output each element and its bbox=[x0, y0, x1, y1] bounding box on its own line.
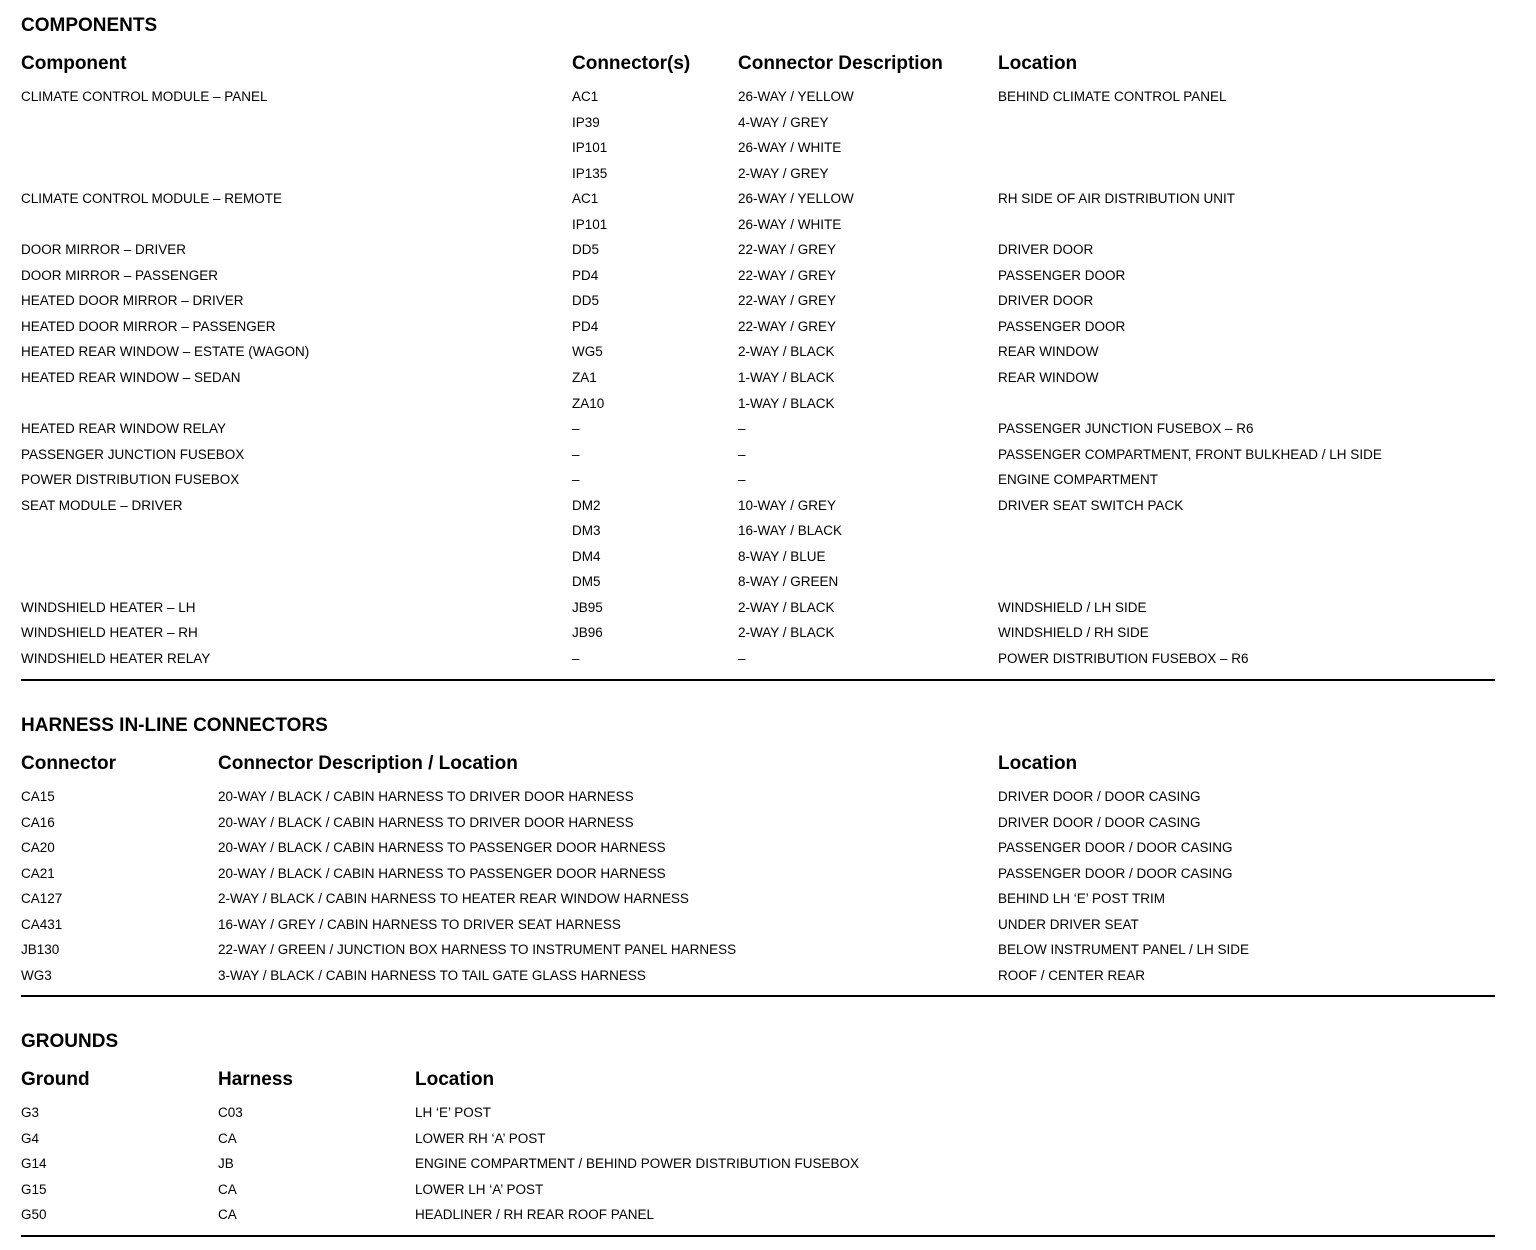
connector-cell: CA21 bbox=[21, 865, 55, 881]
connector-description-cell: 20-WAY / BLACK / CABIN HARNESS TO DRIVER DOOR HARNESS bbox=[218, 789, 634, 804]
harness-cell: CA bbox=[218, 1207, 237, 1223]
table-row bbox=[21, 600, 1495, 626]
connector-cell: CA127 bbox=[21, 891, 63, 907]
component-cell: HEATED REAR WINDOW – SEDAN bbox=[21, 370, 241, 386]
location-cell: DRIVER DOOR / DOOR CASING bbox=[998, 789, 1201, 804]
harness-section-title: HARNESS IN-LINE CONNECTORS bbox=[21, 715, 328, 736]
location-cell: WINDSHIELD / RH SIDE bbox=[998, 625, 1149, 641]
location-cell: LH ‘E’ POST bbox=[415, 1105, 492, 1120]
connector-description-cell: 16-WAY / GREY / CABIN HARNESS TO DRIVER SEAT HARNESS bbox=[218, 916, 621, 932]
connector-description-cell: 22-WAY / GREY bbox=[738, 293, 837, 309]
table-row bbox=[21, 891, 1495, 917]
table-row bbox=[21, 191, 1495, 217]
harness-header-connector: Connector bbox=[21, 753, 116, 774]
components-section-title: COMPONENTS bbox=[21, 15, 158, 36]
location-cell: BEHIND LH ‘E’ POST TRIM bbox=[998, 891, 1166, 907]
component-cell: WINDSHIELD HEATER – LH bbox=[21, 599, 196, 615]
connector-description-cell: 22-WAY / GREY bbox=[738, 242, 837, 258]
component-cell: CLIMATE CONTROL MODULE – REMOTE bbox=[21, 191, 283, 207]
location-cell: PASSENGER DOOR / DOOR CASING bbox=[998, 865, 1233, 881]
connector-cell: AC1 bbox=[572, 191, 599, 207]
component-cell: DOOR MIRROR – PASSENGER bbox=[21, 267, 219, 283]
connector-description-cell: 26-WAY / WHITE bbox=[738, 216, 842, 232]
connector-description-cell: 2-WAY / BLACK bbox=[738, 344, 835, 360]
table-row bbox=[21, 498, 1495, 524]
table-row bbox=[21, 942, 1495, 968]
location-cell: PASSENGER COMPARTMENT, FRONT BULKHEAD / LH SIDE bbox=[998, 446, 1382, 462]
location-cell: UNDER DRIVER SEAT bbox=[998, 916, 1139, 932]
location-cell: ENGINE COMPARTMENT / BEHIND POWER DISTRIBUTION FUSEBOX bbox=[415, 1156, 860, 1172]
table-row bbox=[21, 166, 1495, 192]
component-cell: HEATED REAR WINDOW RELAY bbox=[21, 421, 227, 437]
location-cell: PASSENGER DOOR bbox=[998, 267, 1126, 283]
table-row bbox=[21, 1207, 1495, 1233]
connector-cell: PD4 bbox=[572, 318, 599, 334]
location-cell: LOWER LH ‘A’ POST bbox=[415, 1181, 544, 1197]
table-row bbox=[21, 574, 1495, 600]
table-row bbox=[21, 840, 1495, 866]
components-header-location: Location bbox=[998, 53, 1078, 74]
connector-cell: – bbox=[572, 421, 580, 437]
harness-header-description: Connector Description / Location bbox=[218, 753, 518, 774]
connector-cell: WG5 bbox=[572, 344, 603, 360]
location-cell: PASSENGER DOOR bbox=[998, 318, 1126, 334]
harness-table bbox=[21, 789, 1495, 993]
location-cell: POWER DISTRIBUTION FUSEBOX – R6 bbox=[998, 651, 1249, 667]
location-cell: REAR WINDOW bbox=[998, 370, 1099, 386]
grounds-section-title: GROUNDS bbox=[21, 1031, 119, 1052]
connector-cell: CA15 bbox=[21, 789, 55, 804]
ground-cell: G14 bbox=[21, 1156, 47, 1172]
connector-description-cell: 20-WAY / BLACK / CABIN HARNESS TO PASSENGER DOOR HARNESS bbox=[218, 840, 666, 856]
section-divider bbox=[21, 995, 1495, 997]
harness-cell: JB bbox=[218, 1156, 234, 1172]
table-row bbox=[21, 319, 1495, 345]
location-cell: LOWER RH ‘A’ POST bbox=[415, 1130, 546, 1146]
table-row bbox=[21, 866, 1495, 892]
location-cell: DRIVER SEAT SWITCH PACK bbox=[998, 497, 1184, 513]
connector-cell: CA431 bbox=[21, 916, 63, 932]
table-row bbox=[21, 968, 1495, 994]
location-cell: BELOW INSTRUMENT PANEL / LH SIDE bbox=[998, 942, 1250, 958]
component-cell: SEAT MODULE – DRIVER bbox=[21, 497, 183, 513]
table-row bbox=[21, 140, 1495, 166]
table-row bbox=[21, 89, 1495, 115]
section-divider bbox=[21, 679, 1495, 681]
table-row bbox=[21, 523, 1495, 549]
connector-cell: AC1 bbox=[572, 89, 599, 104]
connector-cell: ZA1 bbox=[572, 370, 597, 386]
table-row bbox=[21, 651, 1495, 677]
table-row bbox=[21, 268, 1495, 294]
location-cell: ROOF / CENTER REAR bbox=[998, 967, 1146, 983]
connector-cell: PD4 bbox=[572, 267, 599, 283]
connector-description-cell: 2-WAY / GREY bbox=[738, 165, 829, 181]
connector-cell: DM2 bbox=[572, 497, 601, 513]
connector-cell: IP39 bbox=[572, 114, 600, 130]
connector-description-cell: – bbox=[738, 421, 746, 437]
location-cell: WINDSHIELD / LH SIDE bbox=[998, 599, 1147, 615]
harness-cell: CA bbox=[218, 1130, 237, 1146]
connector-cell: JB95 bbox=[572, 599, 603, 615]
connector-cell: JB96 bbox=[572, 625, 603, 641]
connector-cell: ZA10 bbox=[572, 395, 605, 411]
component-cell: HEATED REAR WINDOW – ESTATE (WAGON) bbox=[21, 344, 310, 360]
connector-description-cell: 26-WAY / YELLOW bbox=[738, 89, 854, 104]
connector-description-cell: 2-WAY / BLACK bbox=[738, 599, 835, 615]
connector-cell: – bbox=[572, 472, 580, 488]
connector-cell: DM3 bbox=[572, 523, 601, 539]
connector-description-cell: – bbox=[738, 651, 746, 667]
table-row bbox=[21, 421, 1495, 447]
connector-description-cell: 10-WAY / GREY bbox=[738, 497, 837, 513]
connector-cell: WG3 bbox=[21, 967, 52, 983]
table-row bbox=[21, 549, 1495, 575]
connector-description-cell: 22-WAY / GREY bbox=[738, 318, 837, 334]
connector-cell: DD5 bbox=[572, 293, 600, 309]
location-cell: BEHIND CLIMATE CONTROL PANEL bbox=[998, 89, 1227, 104]
connector-cell: IP101 bbox=[572, 216, 608, 232]
location-cell: REAR WINDOW bbox=[998, 344, 1099, 360]
table-row bbox=[21, 1156, 1495, 1182]
connector-cell: CA16 bbox=[21, 814, 55, 830]
table-row bbox=[21, 1182, 1495, 1208]
table-row bbox=[21, 1131, 1495, 1157]
grounds-header-harness: Harness bbox=[218, 1069, 293, 1090]
connector-description-cell: 1-WAY / BLACK bbox=[738, 395, 835, 411]
table-row bbox=[21, 293, 1495, 319]
table-row bbox=[21, 472, 1495, 498]
connector-description-cell: – bbox=[738, 446, 746, 462]
table-row bbox=[21, 917, 1495, 943]
harness-cell: CA bbox=[218, 1181, 237, 1197]
table-row bbox=[21, 242, 1495, 268]
ground-cell: G15 bbox=[21, 1181, 47, 1197]
components-header-component: Component bbox=[21, 53, 127, 74]
table-row bbox=[21, 625, 1495, 651]
location-cell: ENGINE COMPARTMENT bbox=[998, 472, 1159, 488]
connector-description-cell: 20-WAY / BLACK / CABIN HARNESS TO PASSENGER DOOR HARNESS bbox=[218, 865, 666, 881]
connector-cell: DM5 bbox=[572, 574, 601, 590]
location-cell: DRIVER DOOR bbox=[998, 242, 1094, 258]
connector-description-cell: – bbox=[738, 472, 746, 488]
table-row bbox=[21, 1105, 1495, 1131]
connector-description-cell: 2-WAY / BLACK / CABIN HARNESS TO HEATER REAR WINDOW HARNESS bbox=[218, 891, 689, 907]
table-row bbox=[21, 447, 1495, 473]
connector-cell: DD5 bbox=[572, 242, 600, 258]
location-cell: HEADLINER / RH REAR ROOF PANEL bbox=[415, 1207, 655, 1223]
harness-header-location: Location bbox=[998, 753, 1078, 774]
table-row bbox=[21, 815, 1495, 841]
ground-cell: G50 bbox=[21, 1207, 47, 1223]
connector-description-cell: 16-WAY / BLACK bbox=[738, 523, 843, 539]
components-header-connector-description: Connector Description bbox=[738, 53, 943, 74]
connector-description-cell: 2-WAY / BLACK bbox=[738, 625, 835, 641]
connector-cell: CA20 bbox=[21, 840, 55, 856]
component-cell: POWER DISTRIBUTION FUSEBOX bbox=[21, 472, 240, 488]
harness-cell: C03 bbox=[218, 1105, 243, 1120]
location-cell: PASSENGER DOOR / DOOR CASING bbox=[998, 840, 1233, 856]
location-cell: DRIVER DOOR / DOOR CASING bbox=[998, 814, 1201, 830]
table-row bbox=[21, 370, 1495, 396]
location-cell: RH SIDE OF AIR DISTRIBUTION UNIT bbox=[998, 191, 1236, 207]
connector-description-cell: 26-WAY / YELLOW bbox=[738, 191, 854, 207]
component-cell: DOOR MIRROR – DRIVER bbox=[21, 242, 187, 258]
component-cell: HEATED DOOR MIRROR – DRIVER bbox=[21, 293, 244, 309]
connector-cell: DM4 bbox=[572, 548, 601, 564]
component-cell: PASSENGER JUNCTION FUSEBOX bbox=[21, 446, 245, 462]
table-row bbox=[21, 789, 1495, 815]
component-cell: WINDSHIELD HEATER RELAY bbox=[21, 651, 211, 667]
connector-description-cell: 22-WAY / GREEN / JUNCTION BOX HARNESS TO INSTRUMENT PANEL HARNESS bbox=[218, 942, 737, 958]
connector-cell: JB130 bbox=[21, 942, 60, 958]
grounds-header-location: Location bbox=[415, 1069, 495, 1090]
section-divider bbox=[21, 1235, 1495, 1237]
connector-description-cell: 20-WAY / BLACK / CABIN HARNESS TO DRIVER DOOR HARNESS bbox=[218, 814, 634, 830]
connector-description-cell: 4-WAY / GREY bbox=[738, 114, 829, 130]
table-row bbox=[21, 115, 1495, 141]
connector-cell: – bbox=[572, 446, 580, 462]
connector-description-cell: 1-WAY / BLACK bbox=[738, 370, 835, 386]
components-table bbox=[21, 89, 1495, 677]
table-row bbox=[21, 396, 1495, 422]
connector-cell: – bbox=[572, 651, 580, 667]
component-cell: CLIMATE CONTROL MODULE – PANEL bbox=[21, 89, 268, 104]
connector-description-cell: 3-WAY / BLACK / CABIN HARNESS TO TAIL GATE GLASS HARNESS bbox=[218, 967, 646, 983]
table-row bbox=[21, 217, 1495, 243]
ground-cell: G4 bbox=[21, 1130, 40, 1146]
table-row bbox=[21, 344, 1495, 370]
component-cell: HEATED DOOR MIRROR – PASSENGER bbox=[21, 318, 276, 334]
connector-cell: IP101 bbox=[572, 140, 608, 156]
components-header-connectors: Connector(s) bbox=[572, 53, 691, 74]
connector-description-cell: 26-WAY / WHITE bbox=[738, 140, 842, 156]
connector-description-cell: 8-WAY / BLUE bbox=[738, 548, 826, 564]
location-cell: DRIVER DOOR bbox=[998, 293, 1094, 309]
connector-description-cell: 8-WAY / GREEN bbox=[738, 574, 839, 590]
connector-description-cell: 22-WAY / GREY bbox=[738, 267, 837, 283]
grounds-table bbox=[21, 1105, 1495, 1233]
ground-cell: G3 bbox=[21, 1105, 40, 1120]
component-cell: WINDSHIELD HEATER – RH bbox=[21, 625, 198, 641]
connector-cell: IP135 bbox=[572, 165, 608, 181]
grounds-header-ground: Ground bbox=[21, 1069, 90, 1090]
location-cell: PASSENGER JUNCTION FUSEBOX – R6 bbox=[998, 421, 1254, 437]
